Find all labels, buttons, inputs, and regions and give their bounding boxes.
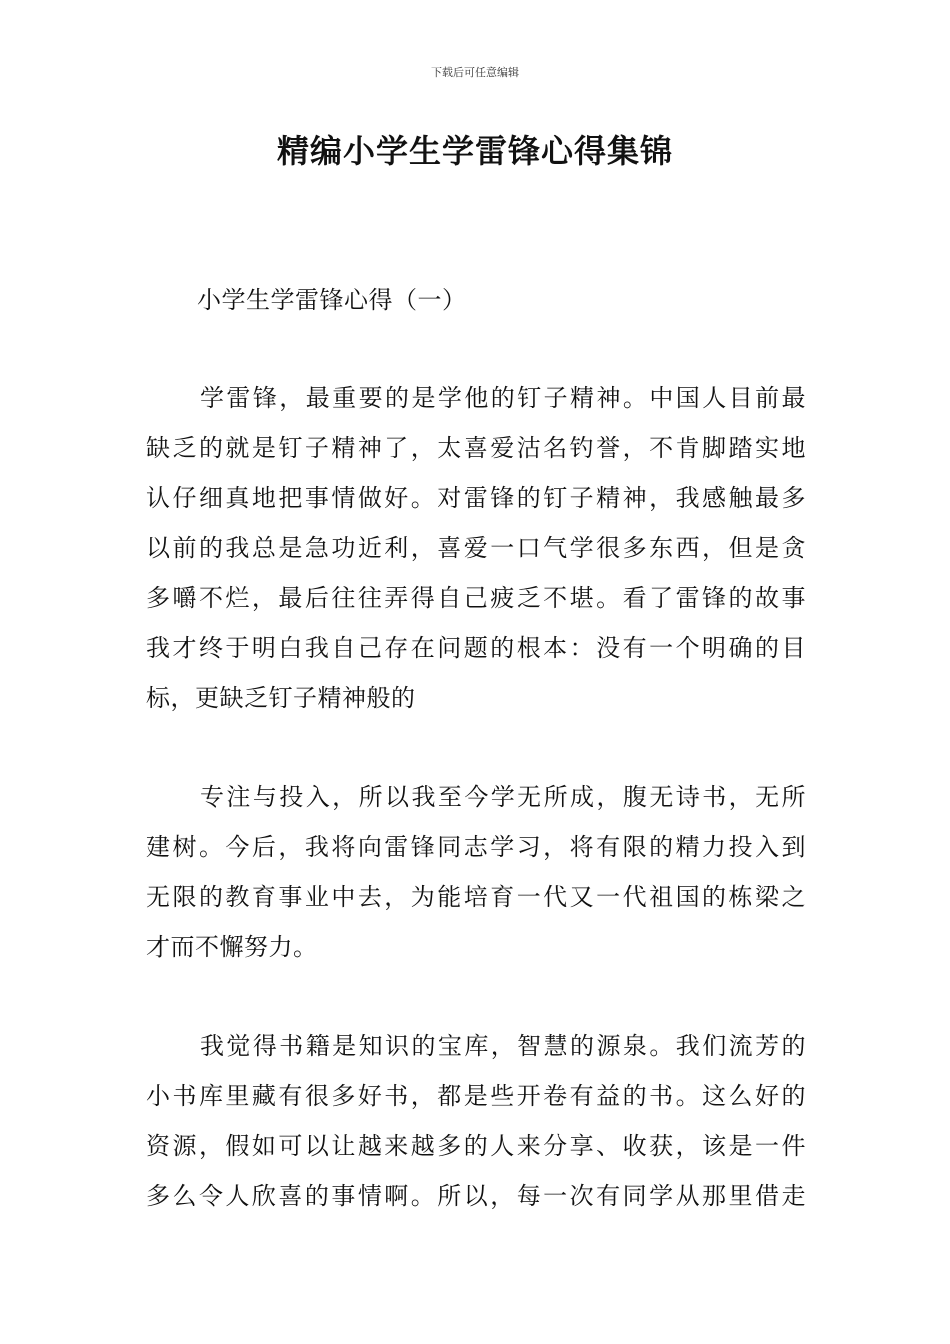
document-title: 精编小学生学雷锋心得集锦 [276, 132, 673, 170]
paragraph-line: 我觉得书籍是知识的宝库，智慧的源泉。我们流芳的 [200, 1032, 806, 1060]
paragraph-line: 我才终于明白我自己存在问题的根本：没有一个明确的目 [146, 634, 806, 662]
paragraph-line: 多嚼不烂，最后往往弄得自己疲乏不堪。看了雷锋的故事 [146, 584, 806, 612]
paragraph-line: 以前的我总是急功近利，喜爱一口气学很多东西，但是贪 [146, 534, 806, 562]
header-note: 下载后可任意编辑 [431, 66, 519, 79]
paragraph-line: 建树。今后，我将向雷锋同志学习，将有限的精力投入到 [146, 833, 806, 861]
paragraph-line: 专注与投入，所以我至今学无所成，腹无诗书，无所 [200, 783, 806, 811]
paragraph-line: 资源，假如可以让越来越多的人来分享、收获，该是一件 [146, 1132, 806, 1160]
section-heading: 小学生学雷锋心得（一） [197, 286, 467, 314]
paragraph-line: 无限的教育事业中去，为能培育一代又一代祖国的栋梁之 [146, 883, 806, 911]
paragraph-1 [146, 373, 806, 723]
paragraph-line: 多么令人欣喜的事情啊。所以，每一次有同学从那里借走 [146, 1182, 806, 1210]
paragraph-line: 标，更缺乏钉子精神般的 [146, 684, 416, 712]
paragraph-line: 小书库里藏有很多好书，都是些开卷有益的书。这么好的 [146, 1082, 806, 1110]
paragraph-line: 缺乏的就是钉子精神了，太喜爱沽名钓誉，不肯脚踏实地 [146, 434, 806, 462]
paragraph-line: 学雷锋，最重要的是学他的钉子精神。中国人目前最 [200, 384, 806, 412]
paragraph-line: 才而不懈努力。 [146, 933, 318, 961]
paragraph-line: 认仔细真地把事情做好。对雷锋的钉子精神，我感触最多 [146, 484, 806, 512]
paragraph-3 [146, 1021, 806, 1221]
paragraph-2 [146, 772, 806, 972]
